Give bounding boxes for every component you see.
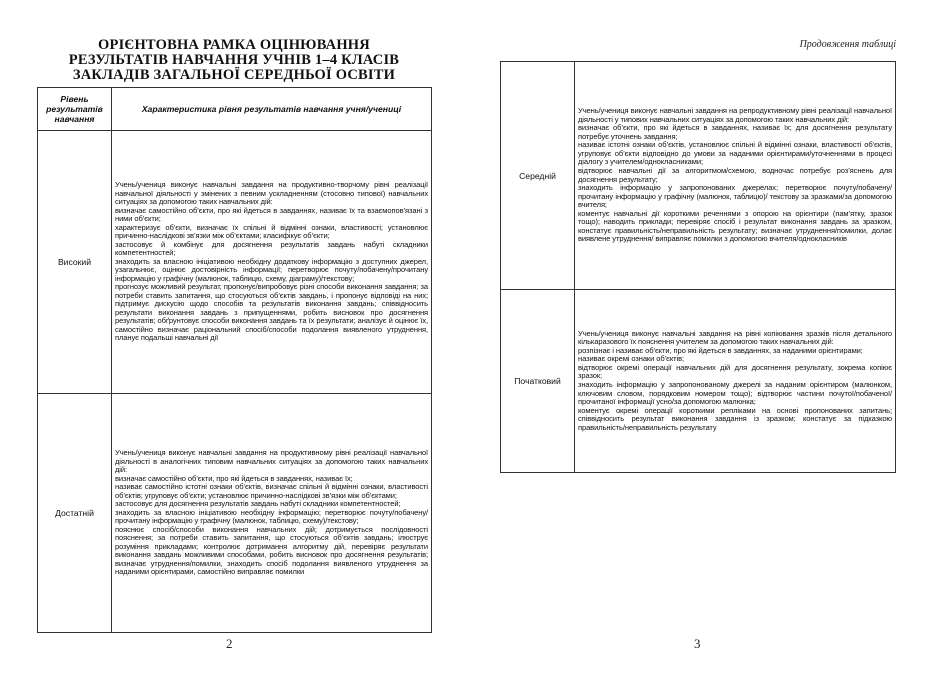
table-header-row xyxy=(38,88,432,131)
assessment-table xyxy=(37,87,432,633)
level-cell: Початковий xyxy=(501,290,575,473)
table-row xyxy=(501,290,896,473)
level-cell: Достатній xyxy=(38,394,112,633)
table-row xyxy=(501,62,896,290)
description-cell xyxy=(112,131,432,394)
title-line-2: РЕЗУЛЬТАТІВ НАВЧАННЯ УЧНІВ 1–4 КЛАСІВ xyxy=(68,52,400,68)
document-title xyxy=(36,38,432,83)
page-number: 3 xyxy=(694,636,701,651)
level-cell: Високий xyxy=(38,131,112,394)
header-level: Рівень результатів навчання xyxy=(38,88,112,131)
description-text: Учень/учениця виконує навчальні завдання на продуктивно-творчому рівні реалізації навчальної діяльності у змінених з певним ускладненням (стосовно типової) навчальних ситуаціях за допомогою таких навчальних дій: визначає самостійно об’єкти, про які йдеться в завданнях, називає їх та взаємопов’язані з ними об’єкти; характеризує об’єкти, визначає їх спільні й відмінні ознаки, властивості; установлює причинно-наслідкові зв’язки між об’єктами; класифікує об’єкти; застосовує й комбінує для досягнення результатів завдань набуті складники компетентностей; знаходить за власною ініціативою необхідну додаткову інформацію з доступних джерел, узагальнює, оцінює достовірність інформації; перетворює почуту/побачену/прочитану інформацію у графічну (малюнок, таблицю, схему, діаграму)/текстову; прогнозує можливий результат, пропонує/випробовує різні способи виконання завдання; за потреби ставить запитання, що стосуються об’єктів завдань, і пропонує відповіді на них; підтримує дискусію щодо способів та результатів виконання завдань; співвідносить результати виконання завдань з припущеннями, робить висновок про досягнення результатів; обґрунтовує способи виконання завдань та їх результати; аналізує й оцінює їх, самостійно визначає раціональний спосіб/способи подолання виявленого утруднення, планує подальші навчальні дії xyxy=(115,180,428,343)
table-row xyxy=(38,394,432,633)
header-characteristic: Характеристика рівня результатів навчання учня/учениці xyxy=(112,88,432,131)
page-number: 2 xyxy=(226,636,233,651)
table-row xyxy=(38,131,432,394)
description-text: Учень/учениця виконує навчальні завдання на рівні копіювання зразків після детального кількаразового їх пояснення учителем за допомогою таких навчальних дій: розпізнає і називає об’єкти, про які йдеться в завданнях, за наданими орієнтирами; називає окремі ознаки об’єктів; відтворює окремі операції навчальних дій для досягнення результату, зокрема копіює зразок; знаходить інформацію у запропонованому джерелі за наданим орієнтиром (малюнком, ключовим словом, порядковим номером тощо); відтворює частини почутої/побаченої/ прочитаної інформації усно/за допомогою малюнка; коментує окремі операції короткими репліками на основі пропонованих запитань; співвідносить результат виконання завдання із зразком; констатує за підказкою правильність/неправильність результату xyxy=(578,328,892,432)
level-cell: Середній xyxy=(501,62,575,290)
description-cell xyxy=(112,394,432,633)
continuation-label: Продовження таблиці xyxy=(799,39,896,50)
title-line-3: ЗАКЛАДІВ ЗАГАЛЬНОЇ СЕРЕДНЬОЇ ОСВІТИ xyxy=(72,67,396,83)
assessment-table-continued xyxy=(500,61,896,473)
description-cell xyxy=(575,62,896,290)
description-cell xyxy=(575,290,896,473)
title-line-1: ОРІЄНТОВНА РАМКА ОЦІНЮВАННЯ xyxy=(98,37,370,53)
description-text: Учень/учениця виконує навчальні завдання на репродуктивному рівні реалізації навчальної діяльності у типових навчальних ситуаціях за допомогою таких навчальних дій: визначає об’єкти, про які йдеться в завданнях, називає їх; для досягнення результату потребує уточнень завдання; називає істотні ознаки об’єктів, установлює спільні й відмінні ознаки, властивості об’єктів, угруповує об’єкти відповідно до умови за наданими орієнтирами/уточненнями в процесі діалогу з учителем/однокласниками; відтворює навчальні дії за алгоритмом/схемою, водночас потребує роз’яснень для досягнення результату; знаходить інформацію у запропонованих джерелах; перетворює почуту/побачену/прочитану інформацію у графічну (малюнок, таблицю)/ текстову за зразками/за допомогою вчителя; коментує навчальні дії короткими реченнями з опорою на орієнтири (пам’ятку, зразок тощо); наводить приклади; перевіряє спосіб і результат виконання завдань за зразком, констатує правильність/неправильність результату; визначає утруднення/помилки, долає виявлене утруднення/ виправляє помилки з допомогою вчителя/однокласників xyxy=(578,106,892,244)
description-text: Учень/учениця виконує навчальні завдання на продуктивному рівні реалізації навчальної діяльності в аналогічних типовим навчальних ситуаціях за допомогою таких навчальних дій: визначає самостійно об’єкти, про які йдеться в завданнях, називає їх; називає самостійно істотні ознаки об’єктів, визначає спільні й відмінні ознаки, властивості об’єктів; угруповує об’єкти; установлює причинно-наслідкові зв’язки між об’єктами; застосовує для досягнення результатів завдань набуті складники компетентностей; знаходить за власною ініціативою необхідну інформацію; перетворює почуту/побачену/прочитану інформацію у графічну (малюнок, таблицю, схему)/текстову; пояснює спосіб/способи виконання навчальних дій; дотримується послідовності пояснення; за потреби ставить запитання, що стосуються об’єктів завдань; ілюструє розуміння прикладами; контролює дотримання алгоритму дій, перевіряє результати виконання завдань можливими способами, робить висновок про досягнення результатів; визначає утруднення/помилки, знаходить спосіб подолання виявленого утруднення за наданими орієнтирами, самостійно виправляє помилки xyxy=(115,448,428,577)
